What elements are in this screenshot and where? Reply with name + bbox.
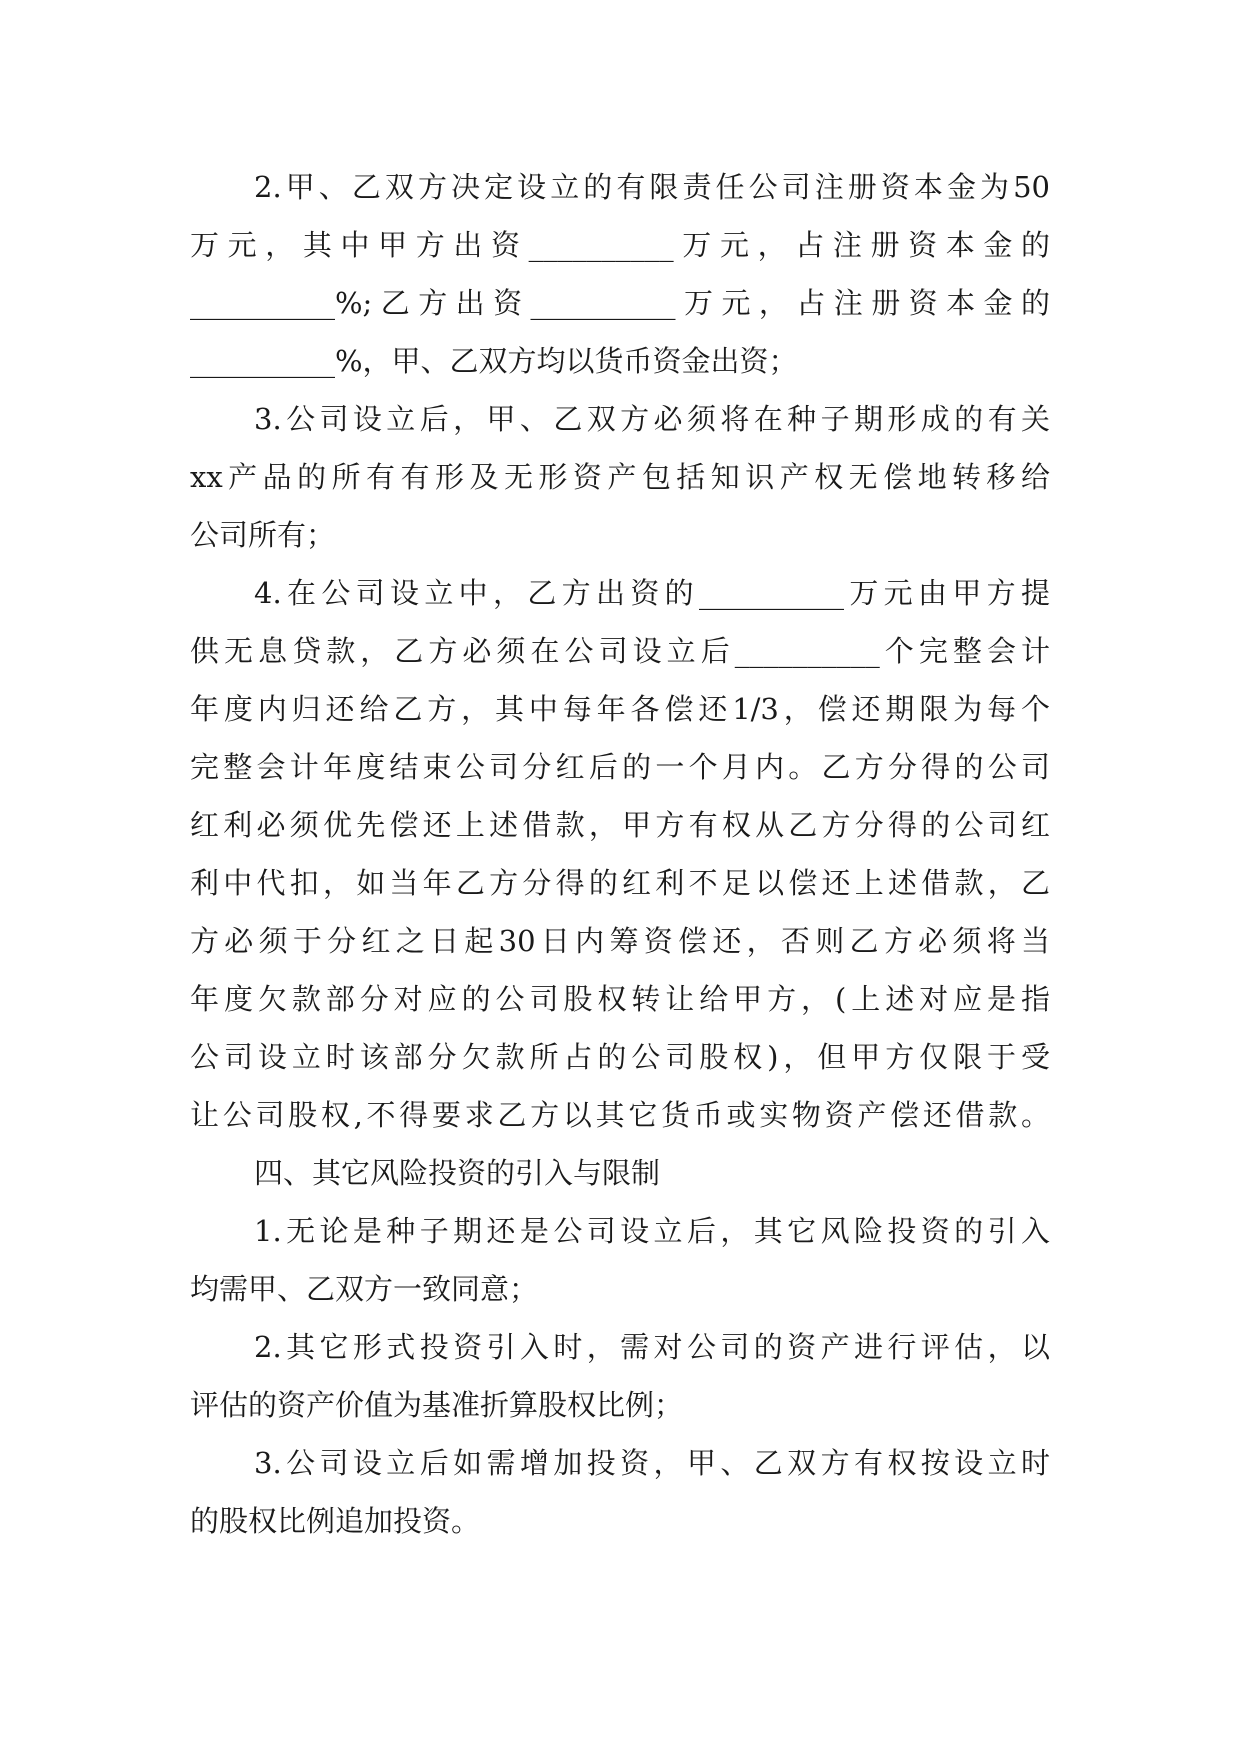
text-line: 公司所有； <box>190 518 336 552</box>
text-line: 评估的资产价值为基准折算股权比例； <box>190 1388 684 1422</box>
text-line: 万元，其中甲方出资__________万元，占注册资本金的 <box>190 228 1050 262</box>
section-heading: 四、其它风险投资的引入与限制 <box>254 1156 661 1190</box>
text-line: 让公司股权,不得要求乙方以其它货币或实物资产偿还借款。 <box>190 1098 1050 1132</box>
text-line: 红利必须优先偿还上述借款，甲方有权从乙方分得的公司红 <box>190 808 1050 842</box>
text-line: 3.公司设立后如需增加投资，甲、乙双方有权按设立时 <box>254 1446 1050 1480</box>
text-line: 1.无论是种子期还是公司设立后，其它风险投资的引入 <box>254 1214 1050 1248</box>
text-line: 年度欠款部分对应的公司股权转让给甲方，(上述对应是指 <box>190 982 1050 1016</box>
text-line: 方必须于分红之日起30日内筹资偿还，否则乙方必须将当 <box>190 924 1050 958</box>
text-line: 4.在公司设立中，乙方出资的__________万元由甲方提 <box>254 576 1050 610</box>
text-line: 2.甲、乙双方决定设立的有限责任公司注册资本金为50 <box>254 170 1050 204</box>
text-line: 的股权比例追加投资。 <box>190 1504 481 1538</box>
text-line: 2.其它形式投资引入时，需对公司的资产进行评估，以 <box>254 1330 1050 1364</box>
text-line: 年度内归还给乙方，其中每年各偿还1/3，偿还期限为每个 <box>190 692 1050 726</box>
text-line: 利中代扣，如当年乙方分得的红利不足以偿还上述借款，乙 <box>190 866 1050 900</box>
text-line: 公司设立时该部分欠款所占的公司股权)，但甲方仅限于受 <box>190 1040 1050 1074</box>
text-line: __________%，甲、乙双方均以货币资金出资； <box>190 344 798 378</box>
text-line: 3.公司设立后，甲、乙双方必须将在种子期形成的有关 <box>254 402 1050 436</box>
text-line: __________%;乙方出资__________万元，占注册资本金的 <box>190 286 1050 320</box>
text-line: 完整会计年度结束公司分红后的一个月内。乙方分得的公司 <box>190 750 1050 784</box>
text-line: 均需甲、乙双方一致同意； <box>190 1272 539 1306</box>
text-line: 供无息贷款，乙方必须在公司设立后__________个完整会计 <box>190 634 1050 668</box>
text-line: xx产品的所有有形及无形资产包括知识产权无偿地转移给 <box>190 460 1050 494</box>
